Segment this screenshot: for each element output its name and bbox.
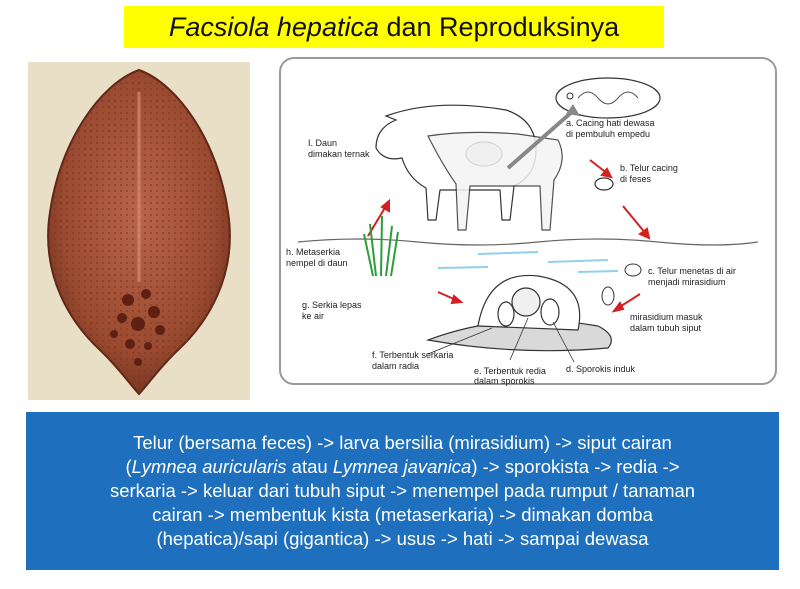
liver-fluke-photo — [28, 62, 250, 400]
svg-text:b. Telur cacing: b. Telur cacing — [620, 163, 678, 173]
title-rest: dan Reproduksinya — [378, 11, 620, 42]
species-javanica: Lymnea javanica — [332, 456, 472, 477]
svg-text:I. Daun: I. Daun — [308, 138, 338, 148]
caption-line-1: Telur (bersama feces) -> larva bersilia (mirasidium) -> siput cairan — [133, 432, 672, 453]
title-species: Facsiola hepatica — [168, 11, 379, 42]
svg-text:di pembuluh empedu: di pembuluh empedu — [566, 129, 651, 139]
caption-line-3: serkaria -> keluar dari tubuh siput -> menempel pada rumput / tanaman — [109, 480, 696, 501]
caption-line-5: (hepatica)/sapi (gigantica) -> usus -> hati -> sampai dewasa — [156, 528, 649, 549]
egg-drawing — [595, 178, 613, 190]
svg-text:d. Sporokis induk: d. Sporokis induk — [566, 364, 636, 374]
svg-text:c. Telur menetas di air: c. Telur menetas di air — [648, 266, 736, 276]
svg-text:dimakan ternak: dimakan ternak — [308, 149, 370, 159]
svg-text:menjadi mirasidium: menjadi mirasidium — [648, 277, 726, 287]
svg-text:dalam tubuh siput: dalam tubuh siput — [630, 323, 702, 333]
svg-text:nempel di daun: nempel di daun — [286, 258, 348, 268]
svg-text:e. Terbentuk redia: e. Terbentuk redia — [474, 366, 546, 376]
caption-line-4: cairan -> membentuk kista (metaserkaria) -> dimakan domba — [152, 504, 653, 525]
svg-text:di feses: di feses — [620, 174, 652, 184]
svg-text:f. Terbentuk serkaria: f. Terbentuk serkaria — [372, 350, 454, 360]
svg-text:g. Serkia lepas: g. Serkia lepas — [302, 300, 362, 310]
svg-text:ke air: ke air — [302, 311, 325, 321]
life-cycle-diagram — [278, 56, 778, 386]
svg-text:a. Cacing hati dewasa: a. Cacing hati dewasa — [566, 118, 655, 128]
page-title — [124, 6, 664, 48]
life-cycle-caption: Telur (bersama feces) -> larva bersilia (mirasidium) -> siput cairan (Lymnea auricularis atau Lymnea javanica) -> sporokista -> redia -> serkaria -> keluar dari tubuh siput -> menempel pada rumput / tanaman cairan -> membentuk kista (metaserkaria) -> dimakan domba (hepatica)/sapi (gigantica) -> usus -> hati -> sampai dewasa — [26, 412, 779, 570]
svg-text:dalam radia: dalam radia — [372, 361, 420, 371]
species-auricularis: Lymnea auricularis — [131, 456, 287, 477]
svg-text:h. Metaserkia: h. Metaserkia — [286, 247, 341, 257]
svg-text:mirasidium masuk: mirasidium masuk — [630, 312, 703, 322]
svg-text:dalam sporokis: dalam sporokis — [474, 376, 535, 386]
